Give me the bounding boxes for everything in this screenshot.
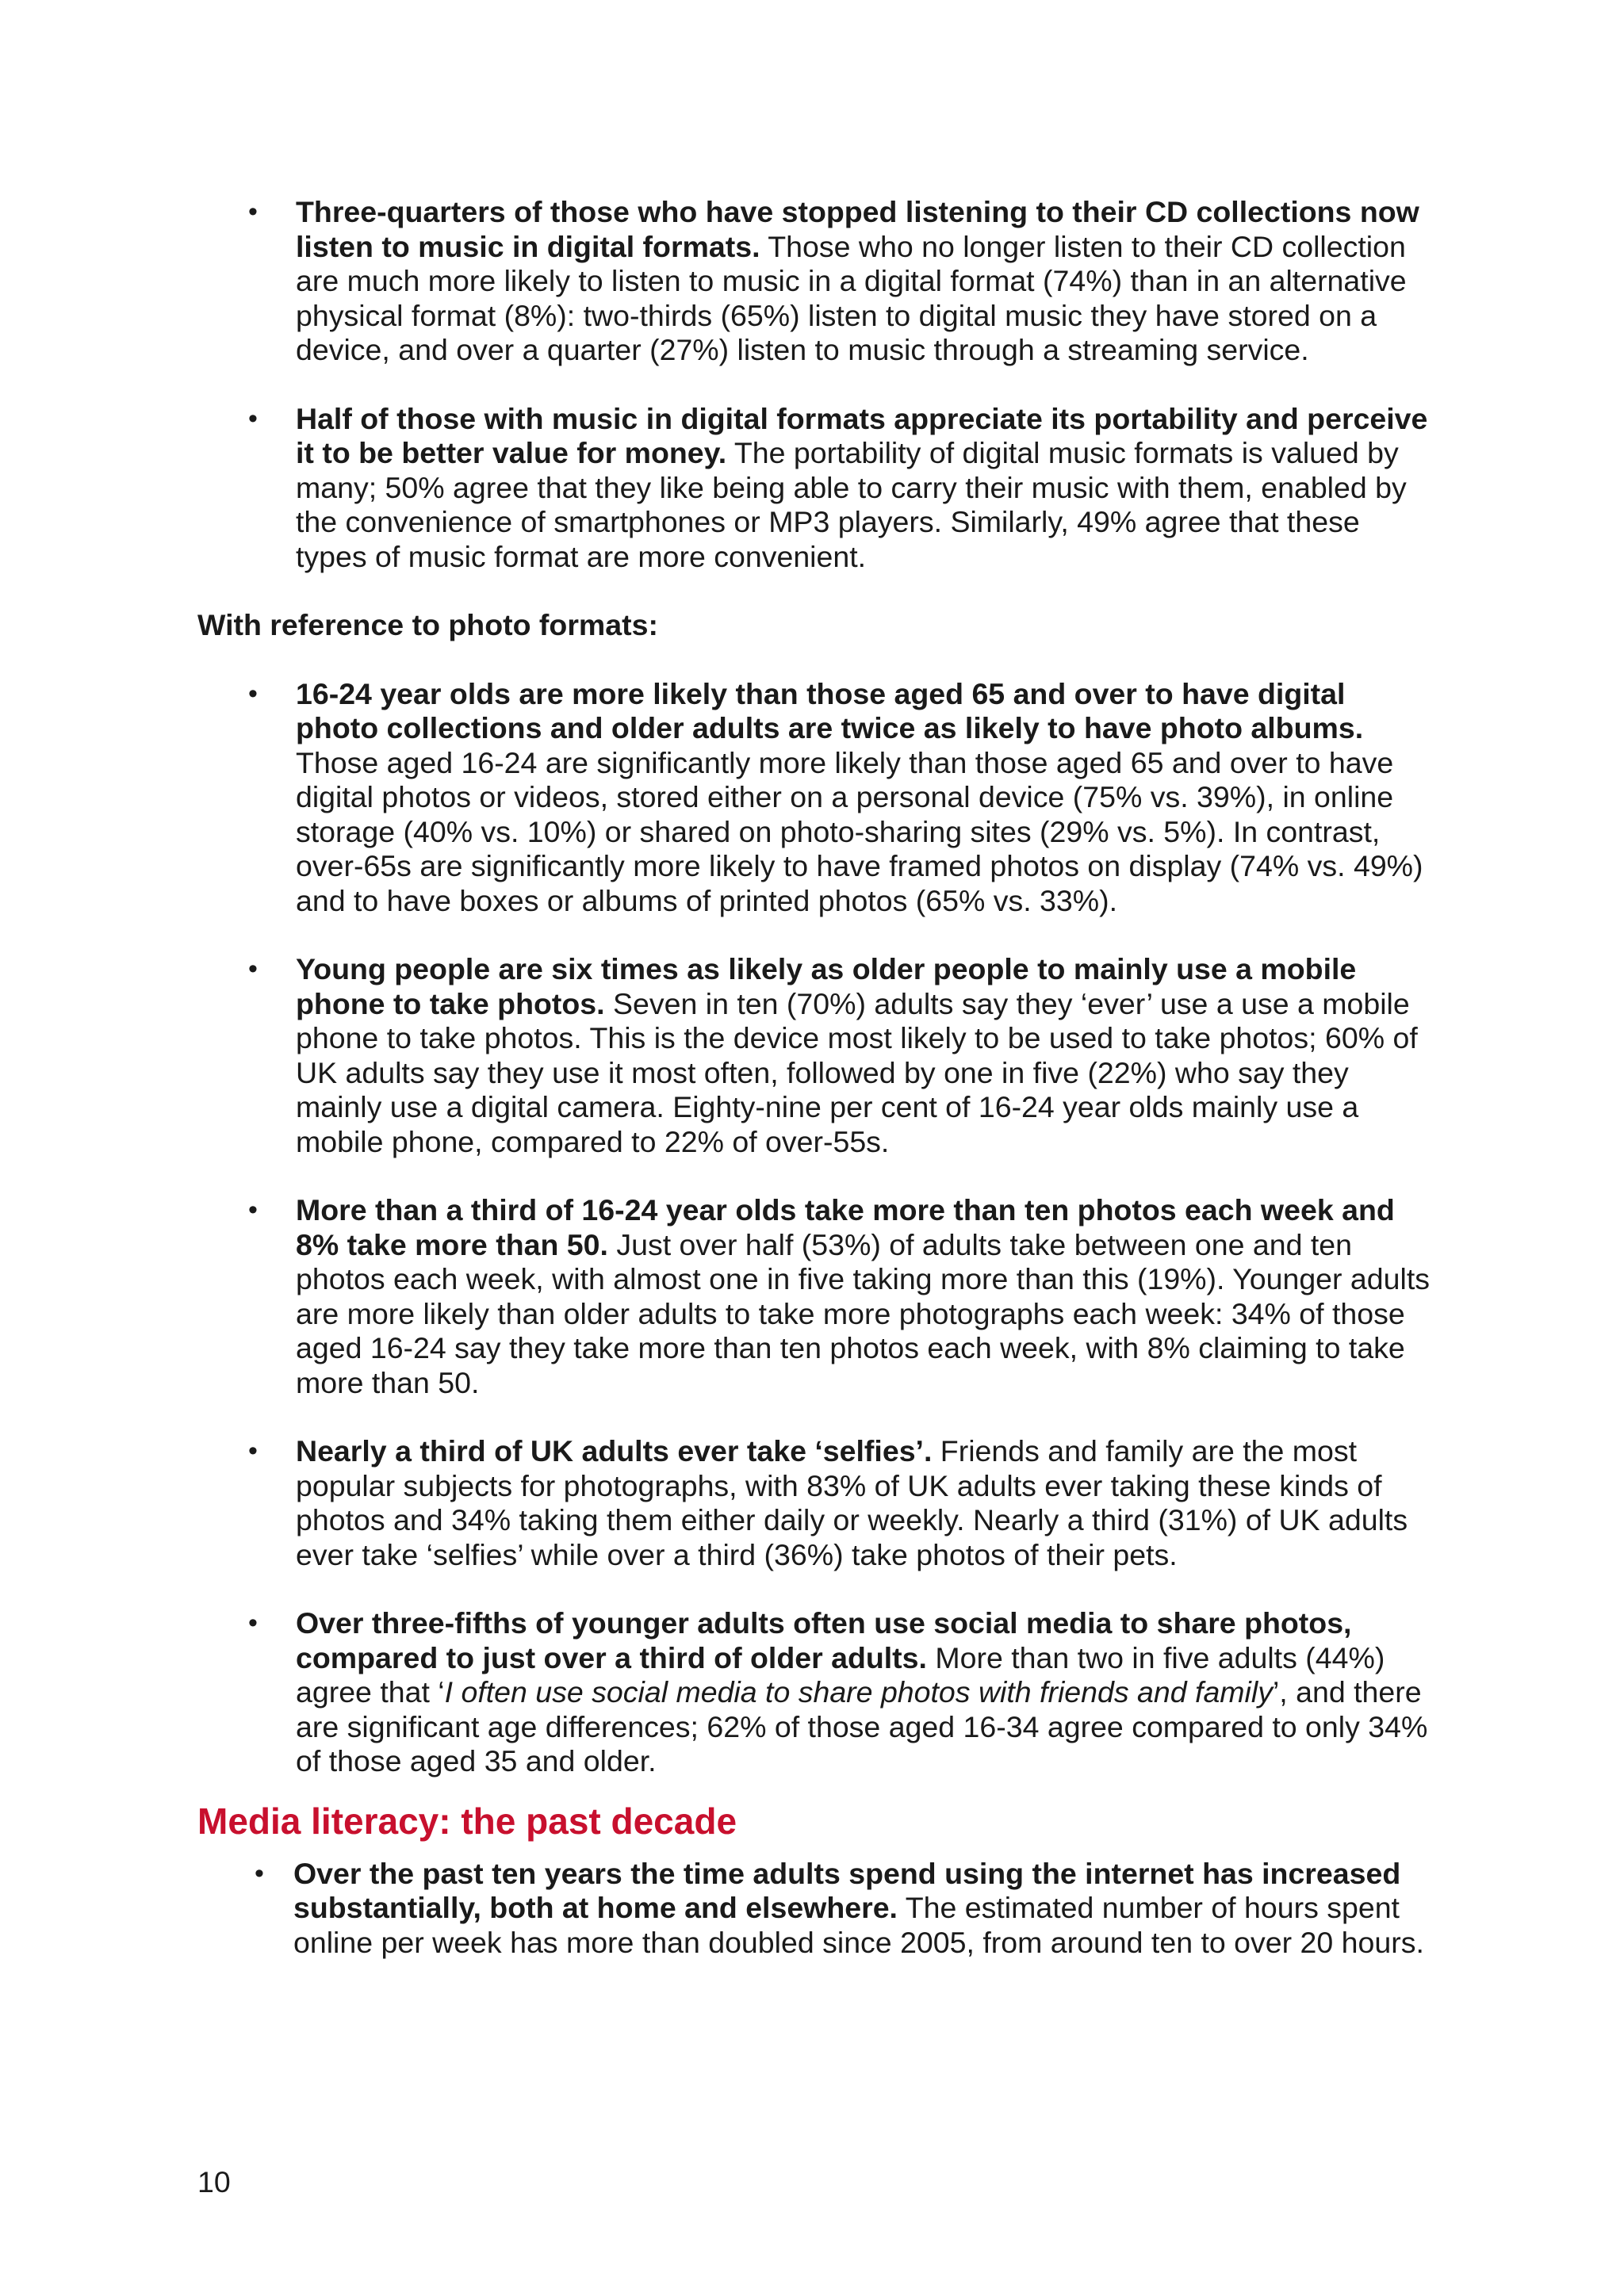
- media-literacy-list: [197, 1857, 1434, 1961]
- finding-lead: Young people are six times as likely as older people to mainly use a mobile phone to take photos.: [296, 952, 1357, 1020]
- finding-quote: I often use social media to share photos with friends and family: [444, 1675, 1273, 1709]
- bullet-icon: •: [248, 197, 258, 227]
- photo-findings-list: [197, 677, 1434, 1779]
- page-number: 10: [197, 2165, 231, 2198]
- finding-lead: Over the past ten years the time adults spend using the internet has increased substantially, both at home and elsewhere.: [293, 1856, 1401, 1924]
- bullet-icon: •: [248, 1436, 258, 1466]
- list-item: [197, 195, 1434, 368]
- list-item: [197, 1193, 1434, 1400]
- music-findings-list: [197, 195, 1434, 574]
- bullet-icon: •: [248, 678, 258, 709]
- finding-lead: More than a third of 16-24 year olds take more than ten photos each week and 8% take more than 50.: [296, 1193, 1395, 1261]
- list-item: [197, 677, 1434, 919]
- bullet-icon: •: [248, 403, 258, 434]
- photo-formats-intro: With reference to photo formats:: [197, 608, 658, 641]
- list-item: [197, 1857, 1434, 1961]
- finding-lead: Over three-fifths of younger adults often use social media to share photos, compared to just over a third of older adults.: [296, 1606, 1352, 1674]
- finding-body: The estimated number of hours spent online per week has more than doubled since 2005, from around ten to over 20 hours.: [293, 1891, 1424, 1959]
- list-item: [197, 1606, 1434, 1779]
- list-item: [197, 402, 1434, 575]
- finding-body: The portability of digital music formats is valued by many; 50% agree that they like being able to carry their music with them, enabled by the convenience of smartphones or MP3 players. Similarly, 49% agree that these types of music format are more convenient.: [296, 436, 1407, 573]
- list-item: [197, 952, 1434, 1159]
- finding-lead: Nearly a third of UK adults ever take ‘selfies’.: [296, 1434, 933, 1468]
- finding-lead: Half of those with music in digital formats appreciate its portability and perceive it to be better value for money.: [296, 401, 1428, 469]
- finding-lead: Three-quarters of those who have stopped listening to their CD collections now listen to music in digital formats.: [296, 195, 1419, 263]
- finding-body: Friends and family are the most popular subjects for photographs, with 83% of UK adults ever taking these kinds of photos and 34% taking them either daily or weekly. Nearly a third (31%) of UK adults ever take ‘selfies’ while over a third (36%) take photos of their pets.: [296, 1434, 1408, 1571]
- section-heading: Media literacy: the past decade: [197, 1800, 737, 1842]
- finding-lead: 16-24 year olds are more likely than those aged 65 and over to have digital photo collections and older adults are twice as likely to have photo albums.: [296, 676, 1364, 744]
- finding-body: Seven in ten (70%) adults say they ‘ever’ use a use a mobile phone to take photos. This is the device most likely to be used to take photos; 60% of UK adults say they use it most often, followed by one in five (22%) who say they mainly use a digital camera. Eighty-nine per cent of 16-24 year olds mainly use a mobile phone, compared to 22% of over-55s.: [296, 986, 1418, 1158]
- finding-body: More than two in five adults (44%) agree that ‘: [296, 1640, 1385, 1709]
- bullet-icon: •: [248, 1608, 258, 1638]
- list-item: [197, 1434, 1434, 1572]
- finding-body: Those aged 16-24 are significantly more likely than those aged 65 and over to have digital photos or videos, stored either on a personal device (75% vs. 39%), in online storage (40% vs. 10%) or shared on photo-sharing sites (29% vs. 5%). In contrast, over-65s are significantly more likely to have framed photos on display (74% vs. 49%) and to have boxes or albums of printed photos (65% vs. 33%).: [296, 745, 1423, 917]
- bullet-icon: •: [248, 954, 258, 984]
- finding-body: ’, and there are significant age differences; 62% of those aged 16-34 agree compared to only 34% of those aged 35 and older.: [296, 1675, 1428, 1777]
- page-content: [197, 195, 1434, 1960]
- bullet-icon: •: [255, 1858, 264, 1888]
- finding-body: Just over half (53%) of adults take between one and ten photos each week, with almost one in five taking more than this (19%). Younger adults are more likely than older adults to take more photographs each week: 34% of those aged 16-24 say they take more than ten photos each week, with 8% claiming to take more than 50.: [296, 1227, 1430, 1399]
- finding-body: Those who no longer listen to their CD collection are much more likely to listen to music in a digital format (74%) than in an alternative physical format (8%): two-thirds (65%) listen to digital music they have stored on a device, and over a quarter (27%) listen to music through a streaming service.: [296, 229, 1407, 366]
- bullet-icon: •: [248, 1195, 258, 1225]
